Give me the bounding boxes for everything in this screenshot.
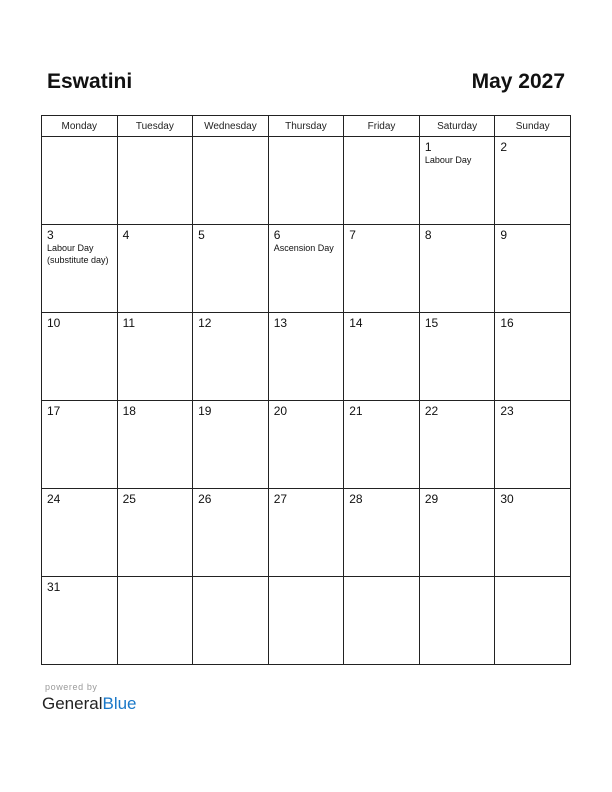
holiday-label: Labour Day [424,155,472,165]
day-number: 30 [500,492,514,506]
holiday-label: Ascension Day [273,243,334,253]
calendar-body [42,137,571,665]
day-number: 23 [500,404,514,418]
brand-blue-text: Blue [102,694,137,713]
day-cell [117,225,193,313]
day-number: 25 [122,492,136,506]
day-number: 31 [47,580,61,594]
day-cell [42,489,118,577]
day-number: 5 [198,228,205,242]
day-cell [117,401,193,489]
day-cell [495,225,571,313]
day-cell [117,577,193,665]
country-title: Eswatini [47,70,133,93]
day-cell [419,577,495,665]
day-number: 19 [198,404,212,418]
day-number: 7 [349,228,356,242]
day-number: 17 [47,404,61,418]
day-cell [344,489,420,577]
weekday-header: Saturday [419,116,495,137]
weekday-header: Sunday [495,116,571,137]
day-cell [344,401,420,489]
generalblue-logo[interactable] [42,694,137,714]
weekday-header: Wednesday [193,116,269,137]
day-cell [268,489,344,577]
day-number: 15 [424,316,439,330]
day-cell [344,137,420,225]
day-cell [268,577,344,665]
day-cell [419,137,495,225]
weekday-header: Friday [344,116,420,137]
weekday-header: Thursday [268,116,344,137]
day-number: 29 [424,492,439,506]
day-number: 21 [349,404,363,418]
day-number: 3 [47,228,54,242]
day-cell [419,401,495,489]
week-row [42,137,571,225]
day-number: 8 [424,228,432,242]
day-number: 14 [349,316,363,330]
week-row [42,577,571,665]
day-number: 26 [198,492,212,506]
day-number: 28 [349,492,363,506]
day-cell [419,313,495,401]
day-cell [268,225,344,313]
day-number: 27 [273,492,288,506]
day-number: 12 [198,316,212,330]
day-cell [42,137,118,225]
day-cell [419,489,495,577]
day-cell [117,313,193,401]
day-cell [495,577,571,665]
weekday-header: Tuesday [117,116,193,137]
day-number: 24 [47,492,61,506]
day-cell [117,489,193,577]
day-cell [268,137,344,225]
day-number: 10 [47,316,61,330]
week-row [42,313,571,401]
day-cell [344,313,420,401]
day-cell [117,137,193,225]
day-cell [42,577,118,665]
day-number: 20 [273,404,288,418]
day-cell [193,577,269,665]
day-number: 2 [500,140,508,154]
month-year-title: May 2027 [471,70,565,93]
day-number: 13 [273,316,288,330]
week-row [42,489,571,577]
day-cell [344,225,420,313]
week-row [42,401,571,489]
day-cell [42,401,118,489]
weekday-header: Monday [42,116,118,137]
day-cell [193,137,269,225]
day-number: 1 [424,140,432,154]
holiday-label: Labour Day (substitute day) [47,243,109,265]
day-cell [344,577,420,665]
day-number: 11 [122,316,136,330]
weekday-header-row [42,116,571,137]
calendar-grid [41,115,571,665]
powered-by-label: powered by [45,682,98,692]
day-cell [193,225,269,313]
day-cell [42,313,118,401]
day-cell [495,313,571,401]
day-cell [268,313,344,401]
day-number: 4 [122,228,130,242]
day-cell [419,225,495,313]
day-cell [495,401,571,489]
day-number: 22 [424,404,439,418]
day-cell [495,489,571,577]
day-cell [42,225,118,313]
day-number: 6 [273,228,281,242]
day-cell [193,401,269,489]
day-cell [193,313,269,401]
day-cell [495,137,571,225]
day-number: 16 [500,316,514,330]
day-cell [268,401,344,489]
day-number: 9 [500,228,508,242]
brand-general-text: General [42,694,103,713]
week-row [42,225,571,313]
day-number: 18 [122,404,136,418]
day-cell [193,489,269,577]
